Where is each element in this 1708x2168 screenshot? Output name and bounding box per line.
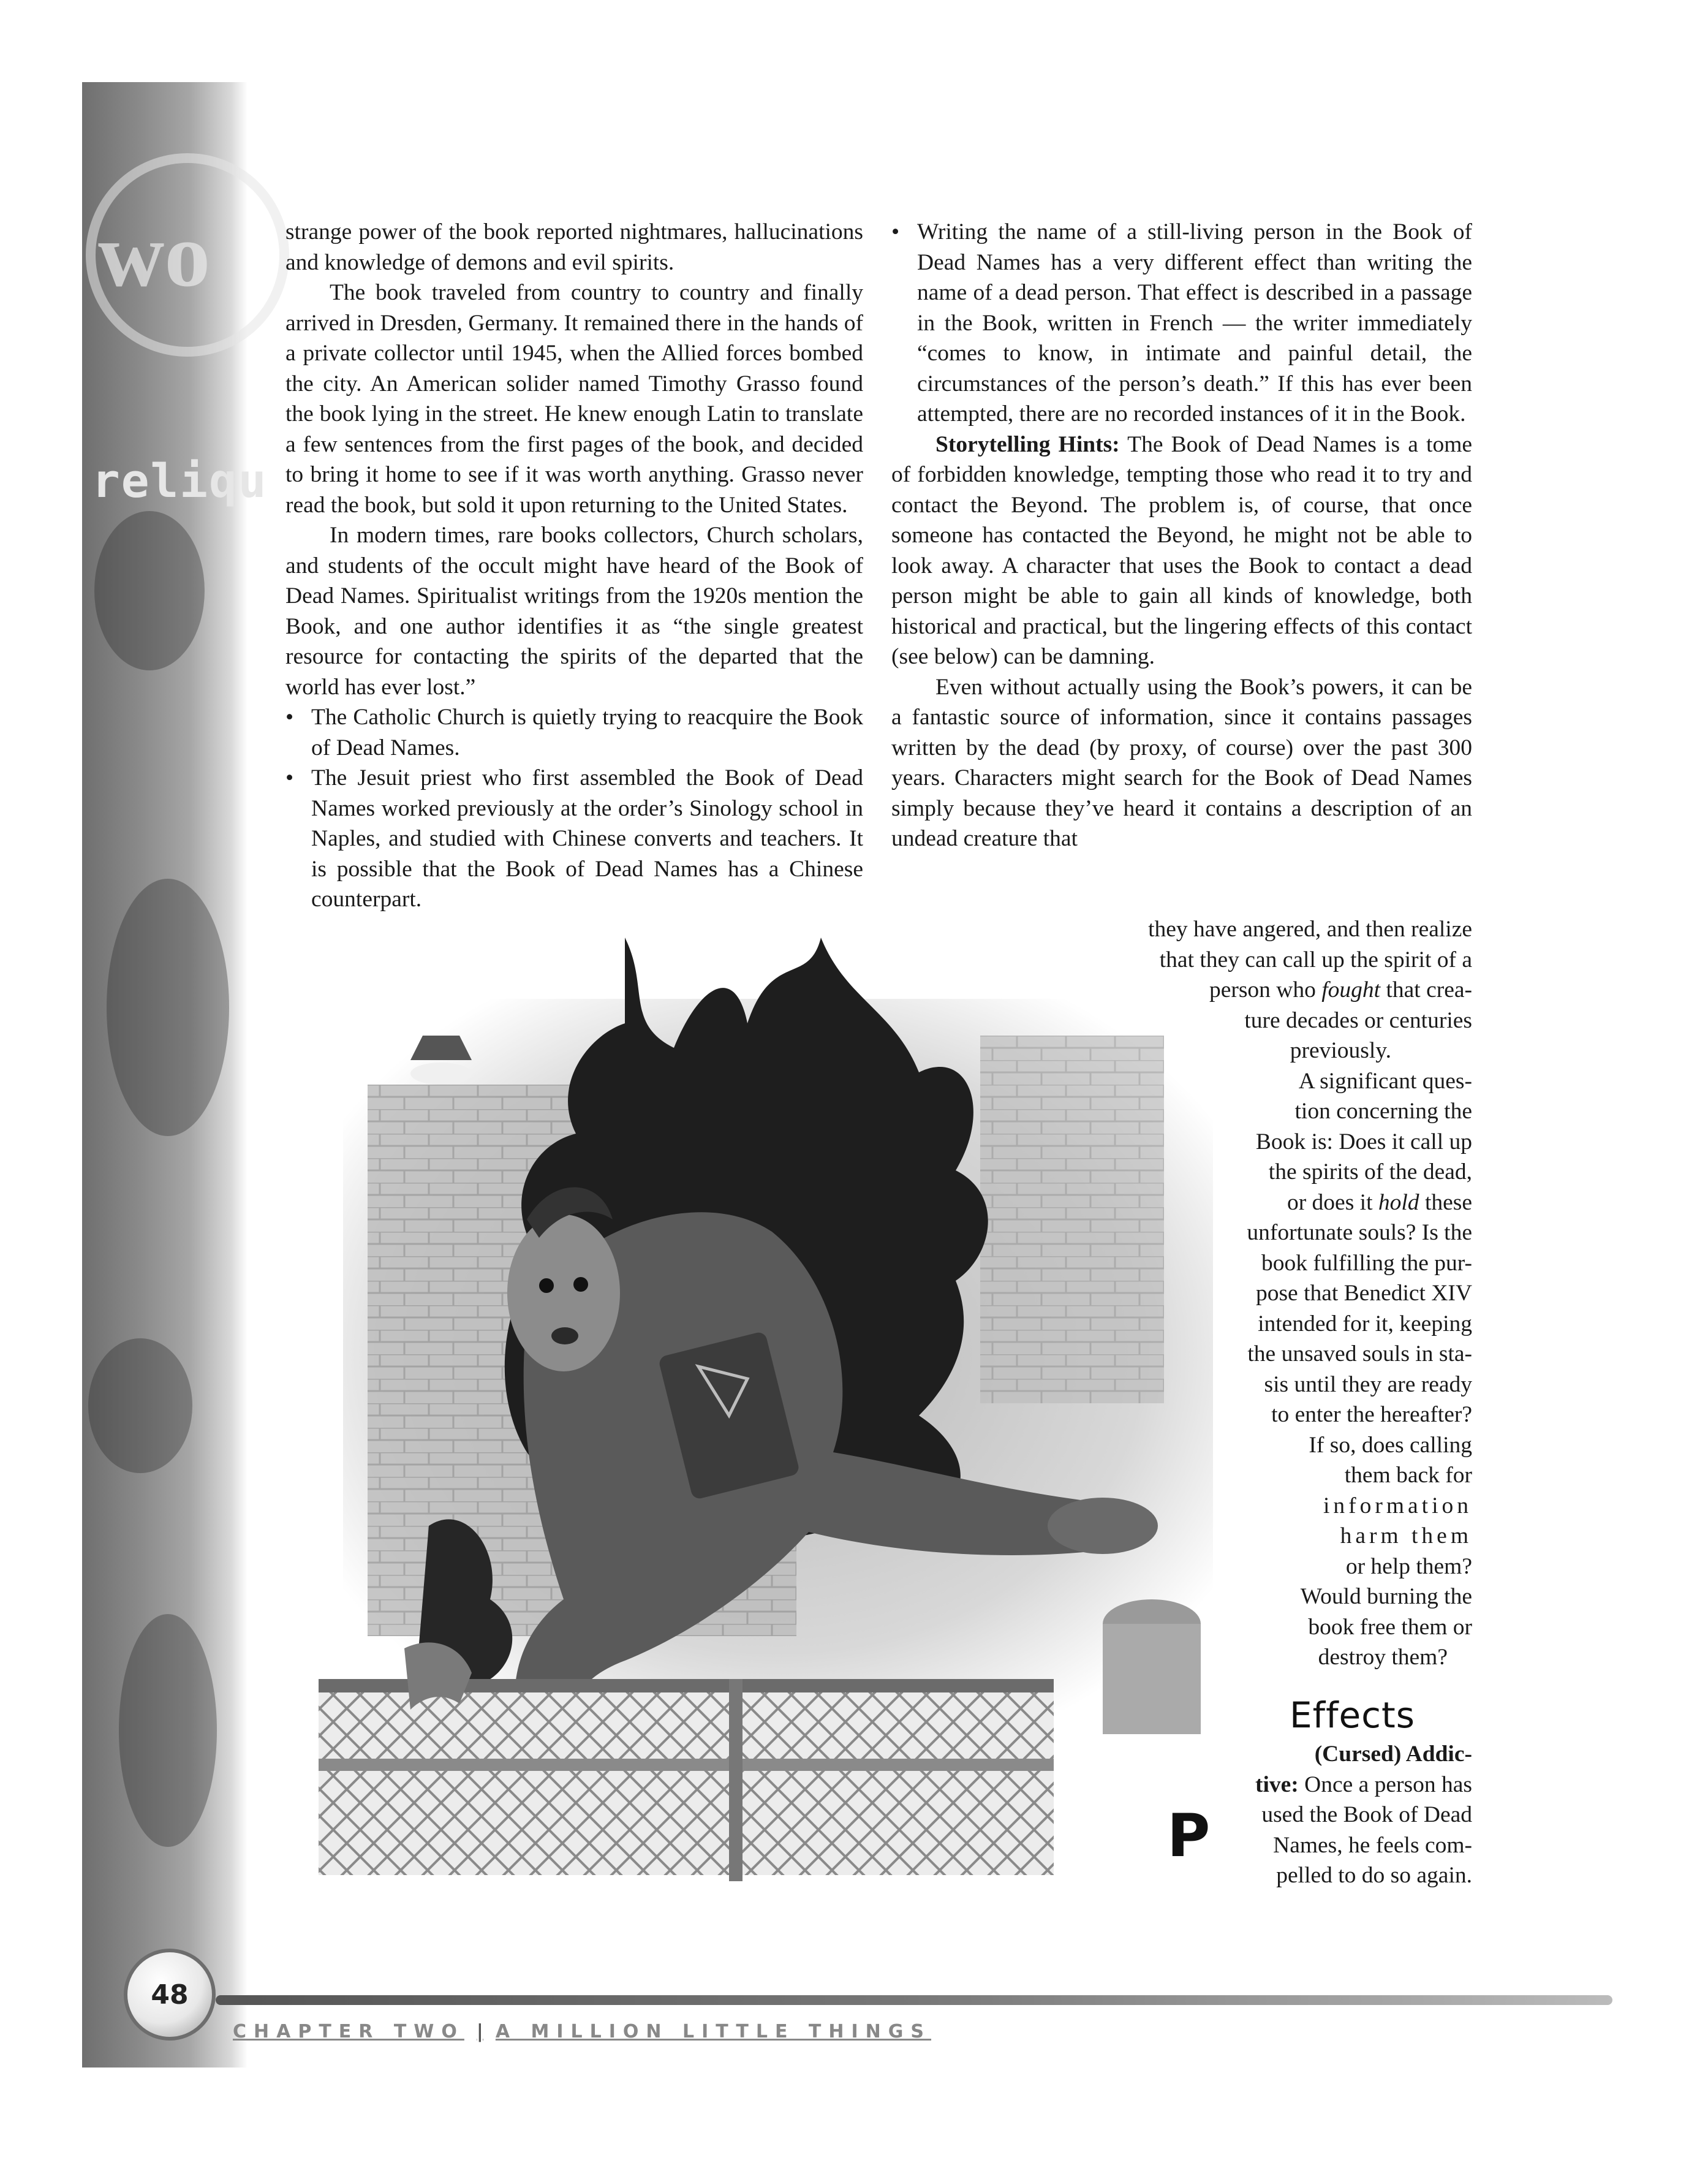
wrap-line-part: or does it [1287,1189,1378,1215]
emphasis: hold [1378,1189,1419,1215]
effects-heading: Effects [1290,1694,1416,1736]
wrap-line [1148,1188,1472,1218]
chapter-label: CHAPTER TWO [233,2021,464,2042]
wrap-line: the unsaved souls in sta- [1247,1341,1472,1366]
bullet-mark: • [891,219,900,244]
effects-line: used the Book of Dead [1261,1802,1472,1827]
wrap-line: Book is: Does it call up [1255,1129,1472,1154]
illustration [306,913,1262,1912]
sidebar-word: reliqu [92,453,268,508]
sidebar-art [82,82,248,2068]
effects-line-part: Once a person has [1298,1772,1472,1797]
paragraph: The book traveled from country to country and finally arrived in Dresden, Germany. It remained there in the hands of a private collector until 1945, when the Allied forces bombed the city. An American solider named Timothy Grasso found the book lying in the street. He knew enough Latin to translate a few sentences from the first pages of the book, and decided to bring it home to see if it was worth anything. Grasso never read the book, but sold it upon returning to the United States. [285,280,863,518]
sidebar-art-letters: wo [98,204,211,306]
paragraph: Even without actually using the Book’s powers, it can be a fantastic source of information, since it contains passages written by the dead (by proxy, of course) over the past 300 years. Characters might search for the Book of Dead Names simply because they’ve heard it contains a description of an undead creature that [891,674,1472,851]
artist-signature: P [1167,1802,1211,1870]
footer-separator: | [476,2021,483,2042]
wrap-line: intended for it, keeping [1258,1311,1472,1336]
running-footer [233,2021,931,2042]
wrap-line: harm them [1340,1523,1472,1548]
bullet-text: Writing the name of a still-living person in the Book of Dead Names has a very different effect than writing the name of a dead person. That effect is described in a passage in the Book, written in French — the writer immediately “comes to know, in intimate and painful detail, the circumstances of the person’s death.” If this has ever been attempted, there are no recorded instances of it in the Book. [917,219,1472,426]
wrap-line: pose that Benedict XIV [1255,1281,1472,1306]
wrap-line: unfortunate souls? Is the [1247,1220,1472,1245]
wrap-line-part: these [1419,1189,1472,1215]
hints-label: Storytelling Hints: [935,431,1120,457]
footer-rule [216,1995,1612,2005]
wrap-line: book fulfilling the pur- [1261,1250,1472,1276]
effects-label: tive: [1255,1772,1299,1797]
wrap-line: If so, does calling [1309,1432,1472,1458]
bullet-text: The Catholic Church is quietly trying to reacquire the Book of Dead Names. [311,705,863,760]
page-number: 48 [151,1979,189,2011]
bullet-mark: • [285,705,294,730]
wrap-line: destroy them? [1318,1645,1448,1670]
hints-text: The Book of Dead Names is a tome of forbidden knowledge, tempting those who read it to try and contact the Beyond. The problem is, of course, that once someone has contacted the Beyond, he might not be able to look away. A character that uses the Book to contact a dead person might be able to gain all kinds of knowledge, both historical and practical, but the lingering effects of this contact (see below) can be damning. [891,431,1473,669]
bullet-text: The Jesuit priest who first assembled the Book of Dead Names worked previously at the order’s Sinology school in Naples, and studied with Chinese converts and teachers. It is possible that the Book of Dead Names has a Chinese counterpart. [311,765,863,912]
wrap-line: to enter the hereafter? [1271,1402,1472,1427]
bullet-item [285,763,863,915]
wrap-text [1148,914,1472,1673]
wrap-line: Would burning the [1300,1584,1472,1609]
paragraph: strange power of the book reported nightmares, hallucinations and knowledge of demons and evil spirits. [285,219,863,275]
effects-line [1255,1770,1472,1800]
illustration-art [306,913,1262,1912]
wrap-line-part: that crea- [1380,977,1472,1003]
wrap-line: previously. [1290,1038,1391,1063]
right-column [891,217,1472,854]
bullet-item [891,217,1472,430]
wrap-line: the spirits of the dead, [1268,1159,1472,1184]
chapter-title: A MILLION LITTLE THINGS [495,2021,932,2042]
wrap-line-part: person who [1209,977,1322,1003]
bullet-mark: • [285,765,294,790]
paragraph: In modern times, rare books collectors, Church scholars, and students of the occult might have heard of the Book of Dead Names. Spiritualist writings from the 1920s mention the Book, and one author identifies it as “the single greatest resource for contacting the spirits of the departed that the world has ever lost.” [285,523,863,700]
wrap-line: sis until they are ready [1264,1371,1472,1397]
paragraph [891,430,1472,672]
effects-line: Names, he feels com- [1273,1832,1472,1858]
wrap-line: A significant ques- [1298,1068,1472,1094]
wrap-line: or help them? [1345,1553,1472,1579]
wrap-line [1148,975,1472,1006]
emphasis: fought [1321,977,1381,1003]
wrap-line: that they can call up the spirit of a [1159,947,1472,972]
effects-line [1255,1739,1472,1770]
wrap-line: ture decades or centuries [1244,1007,1472,1033]
effects-label: (Cursed) Addic- [1314,1742,1472,1767]
wrap-line: information [1323,1493,1472,1518]
effects-line: pelled to do so again. [1276,1863,1472,1888]
left-column [285,217,863,915]
wrap-line: they have angered, and then realize [1148,917,1472,942]
wrap-line: tion concerning the [1294,1099,1472,1124]
wrap-line: book free them or [1308,1614,1472,1640]
bullet-item [285,702,863,763]
effects-text [1255,1739,1472,1891]
wrap-line: them back for [1344,1463,1472,1488]
